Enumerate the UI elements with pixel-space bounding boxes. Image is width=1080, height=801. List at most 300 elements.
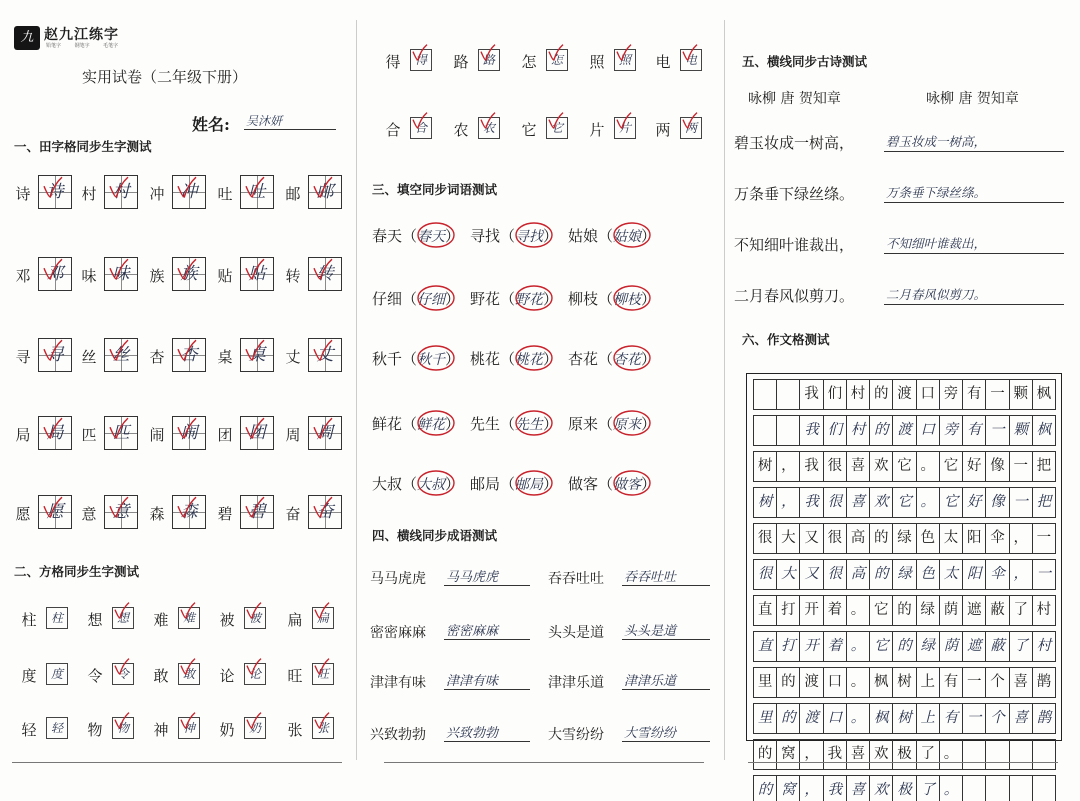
close-paren: ）	[445, 415, 461, 433]
handwritten-character: 杏	[180, 345, 198, 365]
printed-character: 周	[285, 426, 301, 444]
printed-word: 原来	[568, 415, 599, 433]
printed-character: 片	[589, 121, 605, 139]
fangge-answer-cell	[614, 117, 636, 139]
composition-cell: 的	[869, 379, 893, 410]
handwritten-word: 原来	[613, 417, 642, 433]
printed-word: 先生	[470, 415, 501, 433]
name-label: 姓名:	[192, 115, 230, 134]
printed-character: 两	[655, 121, 671, 139]
composition-row-handwritten	[753, 487, 1055, 518]
printed-word: 寻找	[470, 227, 501, 245]
tianzige-answer-cell	[308, 338, 342, 372]
close-paren: ）	[445, 290, 461, 308]
composition-row-handwritten	[753, 559, 1055, 590]
handwritten-word: 春天	[417, 229, 446, 245]
composition-cell: 的	[869, 523, 893, 554]
composition-cell: 很	[753, 523, 777, 554]
printed-word: 柳枝	[568, 290, 599, 308]
close-paren: ）	[543, 475, 559, 493]
handwritten-character: 奋	[316, 502, 334, 522]
composition-cell: 像	[985, 487, 1009, 518]
open-paren: （	[500, 415, 516, 433]
printed-character: 得	[385, 53, 401, 71]
composition-row-printed	[753, 451, 1055, 482]
composition-cell: 。	[916, 451, 940, 482]
fangge-answer-cell	[546, 49, 568, 71]
composition-cell: 它	[892, 487, 916, 518]
handwritten-character: 合	[414, 121, 427, 135]
composition-cell: 又	[799, 559, 823, 590]
composition-row-printed	[753, 379, 1055, 410]
composition-cell: 绿	[916, 631, 940, 662]
close-paren: ）	[641, 475, 657, 493]
tianzige-answer-cell	[308, 416, 342, 450]
handwritten-character: 农	[482, 121, 495, 135]
open-paren: （	[402, 350, 418, 368]
poem-title-copy: 咏柳 唐 贺知章	[926, 91, 1019, 107]
fangge-answer-cell	[244, 663, 266, 685]
composition-cell: 一	[1032, 523, 1056, 554]
composition-cell: 喜	[846, 739, 870, 770]
composition-cell: ，	[1009, 559, 1033, 590]
word-fill-item	[470, 348, 558, 369]
composition-cell: 口	[823, 667, 847, 698]
composition-cell: 高	[846, 559, 870, 590]
composition-cell: 口	[916, 379, 940, 410]
printed-character: 旺	[287, 667, 303, 685]
handwritten-character: 闹	[180, 423, 198, 443]
fangge-answer-cell	[178, 663, 200, 685]
composition-cell: 鹊	[1032, 703, 1056, 734]
composition-cell: 有	[939, 703, 963, 734]
section5-heading: 五、横线同步古诗测试	[742, 54, 868, 69]
close-paren: ）	[543, 350, 559, 368]
open-paren: （	[500, 350, 516, 368]
brand-logo-icon: 九	[14, 26, 40, 50]
composition-cell: 口	[823, 703, 847, 734]
handwritten-word: 桃花	[515, 352, 544, 368]
word-fill-item	[470, 413, 558, 434]
fangge-answer-cell	[46, 717, 68, 739]
composition-cell: 渡	[799, 703, 823, 734]
fangge-answer-cell	[244, 717, 266, 739]
printed-character: 张	[287, 721, 303, 739]
word-fill-item	[372, 473, 460, 494]
composition-cell: 的	[869, 415, 893, 446]
fangge-answer-cell	[112, 717, 134, 739]
composition-cell: 我	[799, 487, 823, 518]
column-divider	[356, 20, 357, 760]
fangge-answer-cell	[478, 117, 500, 139]
composition-cell: 着	[823, 631, 847, 662]
printed-idiom: 密密麻麻	[370, 625, 426, 641]
word-fill-item	[372, 225, 460, 246]
tianzige-answer-cell	[104, 338, 138, 372]
printed-word: 春天	[372, 227, 403, 245]
composition-cell: 太	[939, 559, 963, 590]
printed-word: 做客	[568, 475, 599, 493]
handwritten-character: 碧	[248, 502, 266, 522]
handwritten-word: 先生	[515, 417, 544, 433]
printed-character: 邓	[15, 267, 31, 285]
handwritten-idiom-line: 密密麻麻	[444, 620, 530, 640]
close-paren: ）	[543, 290, 559, 308]
handwritten-character: 怎	[550, 53, 563, 67]
composition-cell: 鹊	[1032, 667, 1056, 698]
fangge-answer-cell	[312, 607, 334, 629]
composition-cell: 枫	[1032, 415, 1056, 446]
fangge-answer-cell	[546, 117, 568, 139]
handwritten-character: 令	[116, 667, 129, 681]
section4-heading: 四、横线同步成语测试	[372, 528, 498, 543]
printed-character: 令	[87, 667, 103, 685]
close-paren: ）	[641, 227, 657, 245]
composition-cell	[1009, 775, 1033, 801]
composition-cell: 树	[753, 451, 777, 482]
composition-cell: 村	[846, 415, 870, 446]
printed-word: 鲜花	[372, 415, 403, 433]
fangge-answer-cell	[312, 663, 334, 685]
printed-idiom: 津津乐道	[548, 675, 604, 691]
composition-cell	[1009, 739, 1033, 770]
tianzige-answer-cell	[172, 495, 206, 529]
printed-character: 被	[219, 611, 235, 629]
composition-cell: 把	[1032, 451, 1056, 482]
composition-cell: 村	[1032, 631, 1056, 662]
printed-character: 闹	[149, 426, 165, 444]
handwritten-word: 大叔	[417, 477, 446, 493]
printed-word: 桃花	[470, 350, 501, 368]
handwritten-character: 诗	[46, 182, 64, 202]
composition-cell: ，	[799, 775, 823, 801]
printed-idiom: 马马虎虎	[370, 571, 426, 587]
handwritten-idiom-line: 大雪纷纷	[622, 722, 710, 742]
handwritten-poem-line: 二月春风似剪刀。	[884, 285, 1064, 305]
handwritten-word: 仔细	[417, 292, 446, 308]
composition-cell: 们	[823, 415, 847, 446]
composition-cell: 上	[916, 667, 940, 698]
composition-cell: 口	[916, 415, 940, 446]
printed-character: 奋	[285, 505, 301, 523]
handwritten-idiom-line: 头头是道	[622, 620, 710, 640]
composition-cell: 个	[985, 703, 1009, 734]
handwritten-character: 被	[248, 611, 261, 625]
composition-cell: 上	[916, 703, 940, 734]
printed-character: 寻	[15, 348, 31, 366]
composition-cell: 极	[892, 775, 916, 801]
composition-cell: 遮	[962, 595, 986, 626]
printed-character: 邮	[285, 185, 301, 203]
composition-cell: 荫	[939, 595, 963, 626]
printed-character: 敢	[153, 667, 169, 685]
tianzige-answer-cell	[38, 257, 72, 291]
handwritten-character: 局	[46, 423, 64, 443]
composition-cell: 村	[846, 379, 870, 410]
composition-cell: 我	[799, 451, 823, 482]
handwritten-character: 森	[180, 502, 198, 522]
composition-cell: 阳	[962, 523, 986, 554]
poem-title: 咏柳 唐 贺知章	[748, 91, 841, 107]
composition-cell: 颗	[1009, 379, 1033, 410]
handwritten-character: 敢	[182, 667, 195, 681]
handwritten-word: 寻找	[515, 229, 544, 245]
composition-cell: 枫	[1032, 379, 1056, 410]
composition-cell: 它	[869, 631, 893, 662]
handwritten-character: 愿	[46, 502, 64, 522]
handwritten-character: 族	[180, 264, 198, 284]
printed-character: 合	[385, 121, 401, 139]
composition-cell: 树	[892, 703, 916, 734]
printed-character: 农	[453, 121, 469, 139]
composition-cell: 荫	[939, 631, 963, 662]
printed-character: 电	[655, 53, 671, 71]
handwritten-character: 想	[116, 611, 129, 625]
composition-cell: 我	[799, 379, 823, 410]
open-paren: （	[402, 415, 418, 433]
printed-character: 森	[149, 505, 165, 523]
handwritten-word: 做客	[613, 477, 642, 493]
printed-character: 转	[285, 267, 301, 285]
composition-cell: ，	[776, 487, 800, 518]
composition-cell: 好	[962, 451, 986, 482]
open-paren: （	[598, 415, 614, 433]
close-paren: ）	[543, 227, 559, 245]
printed-character: 难	[153, 611, 169, 629]
composition-cell: 里	[753, 703, 777, 734]
word-fill-item	[568, 473, 656, 494]
close-paren: ）	[445, 350, 461, 368]
word-fill-item	[470, 473, 558, 494]
composition-cell: 枫	[869, 667, 893, 698]
composition-cell: 树	[892, 667, 916, 698]
word-fill-item	[568, 225, 656, 246]
composition-cell: 我	[823, 775, 847, 801]
section2-heading: 二、方格同步生字测试	[14, 564, 140, 579]
fangge-answer-cell	[614, 49, 636, 71]
printed-word: 仔细	[372, 290, 403, 308]
column-divider	[724, 20, 725, 760]
composition-cell: 太	[939, 523, 963, 554]
printed-character: 扁	[287, 611, 303, 629]
composition-cell: 的	[869, 559, 893, 590]
composition-cell: 欢	[869, 739, 893, 770]
handwritten-character: 周	[316, 423, 334, 443]
composition-cell: 很	[753, 559, 777, 590]
handwritten-character: 神	[182, 721, 195, 735]
handwritten-word: 柳枝	[613, 292, 642, 308]
composition-row-handwritten	[753, 631, 1055, 662]
composition-cell: 它	[869, 595, 893, 626]
fangge-answer-cell	[410, 117, 432, 139]
open-paren: （	[598, 227, 614, 245]
handwritten-word: 杏花	[613, 352, 642, 368]
printed-poem-line: 碧玉妆成一树高，	[734, 134, 855, 152]
composition-cell	[776, 415, 800, 446]
tianzige-answer-cell	[38, 495, 72, 529]
printed-word: 秋千	[372, 350, 403, 368]
fangge-answer-cell	[178, 607, 200, 629]
composition-cell: 打	[776, 595, 800, 626]
handwritten-character: 轻	[50, 721, 63, 735]
printed-character: 冲	[149, 185, 165, 203]
composition-cell: 的	[776, 667, 800, 698]
composition-cell: 了	[1009, 595, 1033, 626]
composition-cell: 它	[939, 487, 963, 518]
tianzige-answer-cell	[104, 416, 138, 450]
handwritten-word: 野花	[515, 292, 544, 308]
composition-cell: 有	[939, 667, 963, 698]
composition-cell: 喜	[846, 451, 870, 482]
composition-cell	[776, 379, 800, 410]
composition-cell: 开	[799, 631, 823, 662]
fangge-answer-cell	[680, 49, 702, 71]
printed-character: 柱	[21, 611, 37, 629]
composition-cell: 蔽	[985, 595, 1009, 626]
section1-heading: 一、田字格同步生字测试	[14, 139, 152, 154]
composition-cell: 旁	[939, 415, 963, 446]
word-fill-item	[372, 348, 460, 369]
word-fill-item	[470, 288, 558, 309]
composition-row-handwritten	[753, 703, 1055, 734]
brand-name: 赵九江练字	[44, 27, 119, 43]
handwritten-idiom-line: 吞吞吐吐	[622, 566, 710, 586]
printed-word: 大叔	[372, 475, 403, 493]
composition-cell: 大	[776, 523, 800, 554]
page-edge-line	[12, 762, 342, 763]
handwritten-character: 电	[684, 53, 697, 67]
composition-cell	[985, 739, 1009, 770]
composition-cell: ，	[1009, 523, 1033, 554]
printed-character: 丈	[285, 348, 301, 366]
composition-cell	[1032, 739, 1056, 770]
word-fill-item	[470, 225, 558, 246]
composition-cell: 的	[776, 703, 800, 734]
printed-character: 怎	[521, 53, 537, 71]
page-edge-line	[384, 762, 704, 763]
close-paren: ）	[641, 290, 657, 308]
tianzige-answer-cell	[240, 495, 274, 529]
word-fill-item	[568, 413, 656, 434]
composition-cell: 我	[823, 739, 847, 770]
handwritten-character: 吐	[248, 182, 266, 202]
open-paren: （	[402, 475, 418, 493]
handwritten-word: 鲜花	[417, 417, 446, 433]
printed-character: 轻	[21, 721, 37, 739]
printed-character: 论	[219, 667, 235, 685]
composition-cell	[753, 415, 777, 446]
open-paren: （	[598, 290, 614, 308]
tianzige-answer-cell	[172, 175, 206, 209]
printed-idiom: 头头是道	[548, 625, 604, 641]
handwritten-idiom-line: 津津有味	[444, 670, 530, 690]
handwritten-idiom-line: 兴致勃勃	[444, 722, 530, 742]
close-paren: ）	[445, 227, 461, 245]
composition-cell: 一	[985, 379, 1009, 410]
composition-cell: 高	[846, 523, 870, 554]
composition-cell: 颗	[1009, 415, 1033, 446]
fangge-answer-cell	[46, 607, 68, 629]
composition-cell: 很	[823, 523, 847, 554]
composition-cell: 。	[916, 487, 940, 518]
handwritten-character: 旺	[316, 667, 329, 681]
composition-cell: 色	[916, 559, 940, 590]
composition-cell: 打	[776, 631, 800, 662]
tianzige-answer-cell	[308, 495, 342, 529]
handwritten-character: 寻	[46, 345, 64, 365]
composition-cell: 渡	[799, 667, 823, 698]
composition-cell: 遮	[962, 631, 986, 662]
composition-cell: 很	[823, 487, 847, 518]
composition-cell: 里	[753, 667, 777, 698]
composition-cell: 着	[823, 595, 847, 626]
composition-row-printed	[753, 595, 1055, 626]
printed-poem-line: 万条垂下绿丝绦。	[734, 185, 855, 203]
composition-cell: 喜	[1009, 667, 1033, 698]
handwritten-character: 路	[482, 53, 495, 67]
composition-cell: 村	[1032, 595, 1056, 626]
composition-cell: 又	[799, 523, 823, 554]
tianzige-answer-cell	[172, 257, 206, 291]
composition-cell: 绿	[892, 559, 916, 590]
composition-cell: ，	[799, 739, 823, 770]
composition-cell: 蔽	[985, 631, 1009, 662]
fangge-answer-cell	[244, 607, 266, 629]
handwritten-character: 冲	[180, 182, 198, 202]
printed-character: 路	[453, 53, 469, 71]
open-paren: （	[402, 290, 418, 308]
handwritten-character: 邮	[316, 182, 334, 202]
composition-cell: 。	[939, 775, 963, 801]
handwritten-character: 物	[116, 721, 129, 735]
tianzige-answer-cell	[240, 416, 274, 450]
composition-cell: 我	[799, 415, 823, 446]
handwritten-character: 贴	[248, 264, 266, 284]
handwritten-word: 邮局	[515, 477, 544, 493]
composition-cell: 喜	[846, 775, 870, 801]
tianzige-answer-cell	[240, 257, 274, 291]
open-paren: （	[500, 475, 516, 493]
composition-cell: 一	[962, 667, 986, 698]
composition-cell: 的	[892, 631, 916, 662]
tianzige-answer-cell	[38, 416, 72, 450]
open-paren: （	[500, 227, 516, 245]
printed-word: 杏花	[568, 350, 599, 368]
composition-cell: 个	[985, 667, 1009, 698]
handwritten-character: 扁	[316, 611, 329, 625]
printed-character: 杏	[149, 348, 165, 366]
composition-grid	[746, 373, 1062, 798]
close-paren: ）	[445, 475, 461, 493]
printed-character: 神	[153, 721, 169, 739]
section6-heading: 六、作文格测试	[742, 332, 830, 347]
composition-cell: 欢	[869, 775, 893, 801]
composition-cell	[985, 775, 1009, 801]
composition-cell: 渡	[892, 415, 916, 446]
fangge-answer-cell	[410, 49, 432, 71]
composition-cell	[753, 379, 777, 410]
composition-cell: 极	[892, 739, 916, 770]
composition-cell: 很	[823, 559, 847, 590]
composition-cell: 了	[916, 739, 940, 770]
composition-cell: 们	[823, 379, 847, 410]
handwritten-word: 姑娘	[613, 229, 642, 245]
open-paren: （	[500, 290, 516, 308]
handwritten-character: 得	[414, 53, 427, 67]
composition-cell: 的	[753, 739, 777, 770]
composition-cell: 绿	[916, 595, 940, 626]
printed-character: 度	[21, 667, 37, 685]
